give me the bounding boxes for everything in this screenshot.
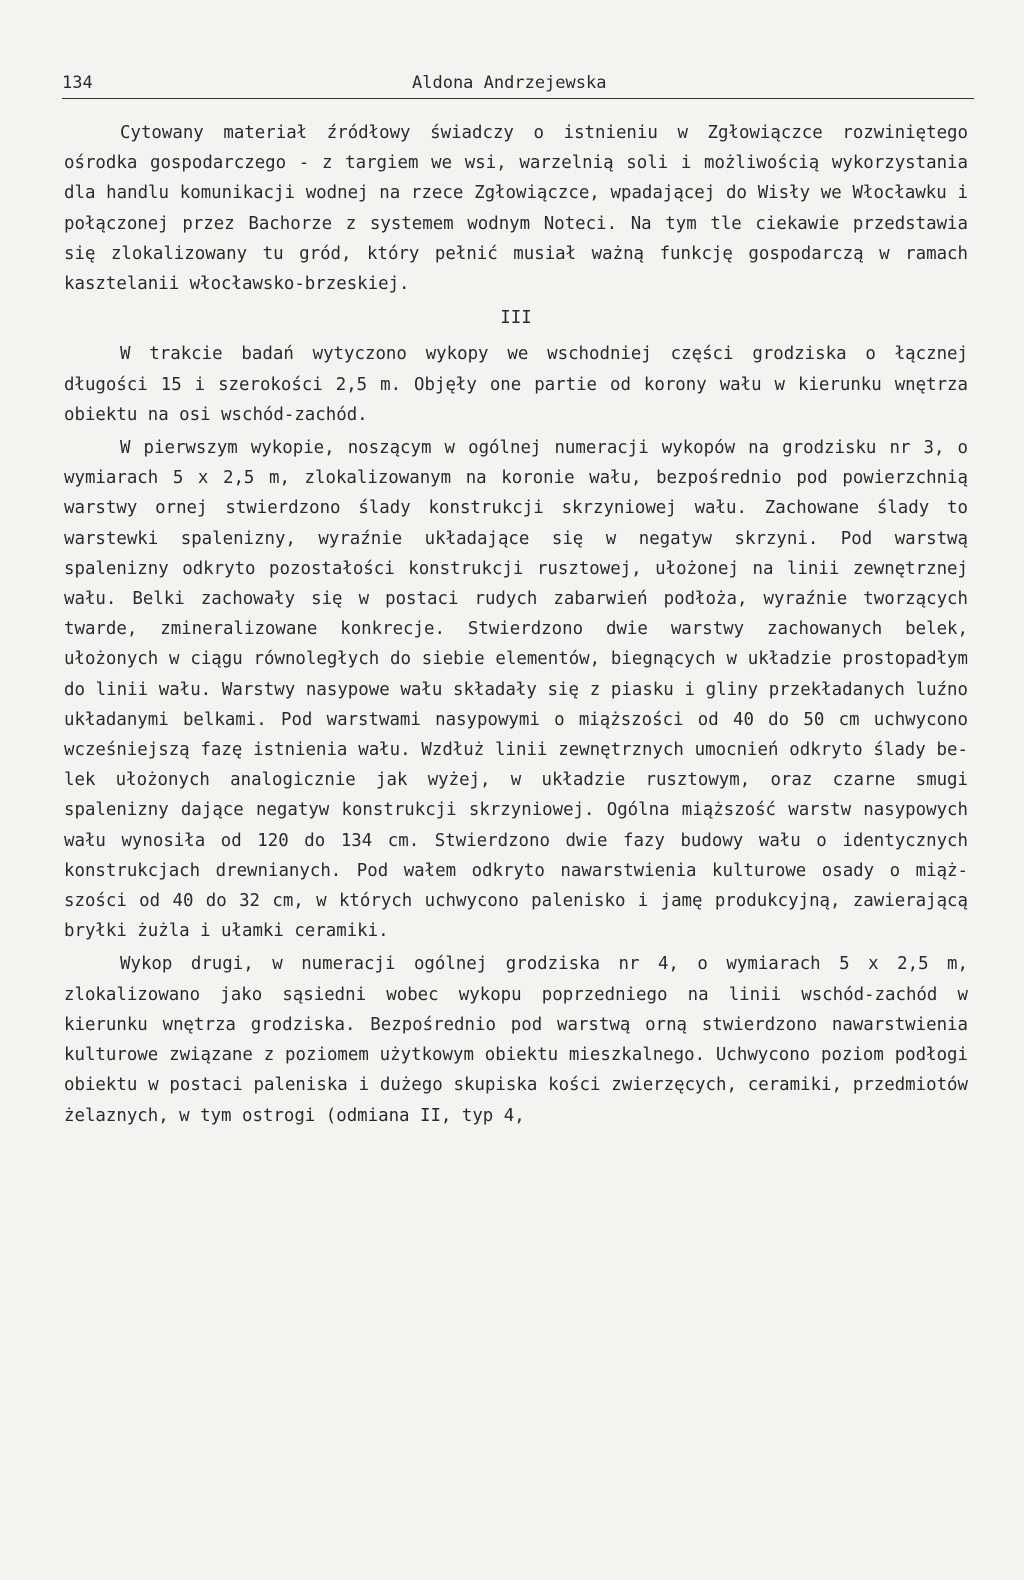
paragraph-2: W trakcie badań wytyczono wykopy we wschodniej części grodziska o łącznej długości 15 i szerokości 2,5 m. Objęły one partie od korony wału w kierunku wnętrza obiektu na osi wschód-zachód. [64, 344, 968, 425]
body-text [64, 118, 968, 1131]
running-header [62, 70, 974, 99]
running-title-author: Aldona Andrzejewska [412, 73, 607, 93]
page-number: 134 [62, 73, 93, 93]
paragraph-3: W pierwszym wykopie, noszącym w ogólnej numeracji wykopów na grodzisku nr 3, o wymiarach 5 x 2,5 m, zlokalizowanym na koronie wału, bezpośrednio pod powierzchnią warstwy ornej stwierdzono ślady konstrukcji skrzyniowej wału. Zachowane ślady to warstewki spalenizny, wyraźnie układające się w negatyw skrzyni. Pod warstwą spalenizny odkryto pozostałości konstrukcji rusztowej, ułożonej na linii zewnętrznej wału. Belki zachowały się w postaci rudych zabarwień podłoża, wyraźnie tworzących twarde, zmineralizowane konkrecje. Stwierdzono dwie warstwy zachowanych belek, ułożonych w ciągu równoległych do siebie elementów, biegnących w układzie prostopadłym do linii wału. Warstwy nasypowe wału składały się z piasku i gliny przekładanych luźno układanymi belkami. Pod warstwami nasypowymi o miąższości od 40 do 50 cm uchwycono wcześniejszą fazę istnienia wału. Wzdłuż linii zewnętrznych umocnień odkryto ślady belek ułożonych analogicznie jak wyżej, w układzie rusztowym, oraz czarne smugi spalenizny dające negatyw konstrukcji skrzyniowej. Ogólna miąższość warstw nasypowych wału wynosiła od 120 do 134 cm. Stwierdzono dwie fazy budowy wału o identycznych konstrukcjach drewnianych. Pod wałem odkryto nawarstwienia kulturowe osady o miąższości od 40 do 32 cm, w których uchwycono palenisko i jamę produkcyjną, zawierającą bryłki żużla i ułamki ceramiki. [64, 438, 968, 942]
section-heading: III [500, 308, 532, 329]
paragraph-1: Cytowany materiał źródłowy świadczy o istnieniu w Zgłowiączce rozwiniętego ośrodka gospodarczego - z targiem we wsi, warzelnią soli i możliwością wykorzystania dla handlu komunikacji wodnej na rzece Zgłowiączce, wpadającej do Wisły we Włocławku i połączonej przez Bachorze z systemem wodnym Noteci. Na tym tle ciekawie przedstawia się zlokalizowany tu gród, który pełnić musiał ważną funkcję gospodarczą w ramach kasztelanii włocławsko-brzeskiej. [64, 123, 968, 295]
paragraph-4: Wykop drugi, w numeracji ogólnej grodziska nr 4, o wymiarach 5 x 2,5 m, zlokalizowano jako sąsiedni wobec wykopu poprzedniego na linii wschód-zachód w kierunku wnętrza grodziska. Bezpośrednio pod warstwą orną stwierdzono nawarstwienia kulturowe związane z poziomem użytkowym obiektu mieszkalnego. Uchwycono poziom podłogi obiektu w postaci paleniska i dużego skupiska kości zwierzęcych, ceramiki, przedmiotów żelaznych, w tym ostrogi (odmiana II, typ 4, [64, 954, 968, 1126]
